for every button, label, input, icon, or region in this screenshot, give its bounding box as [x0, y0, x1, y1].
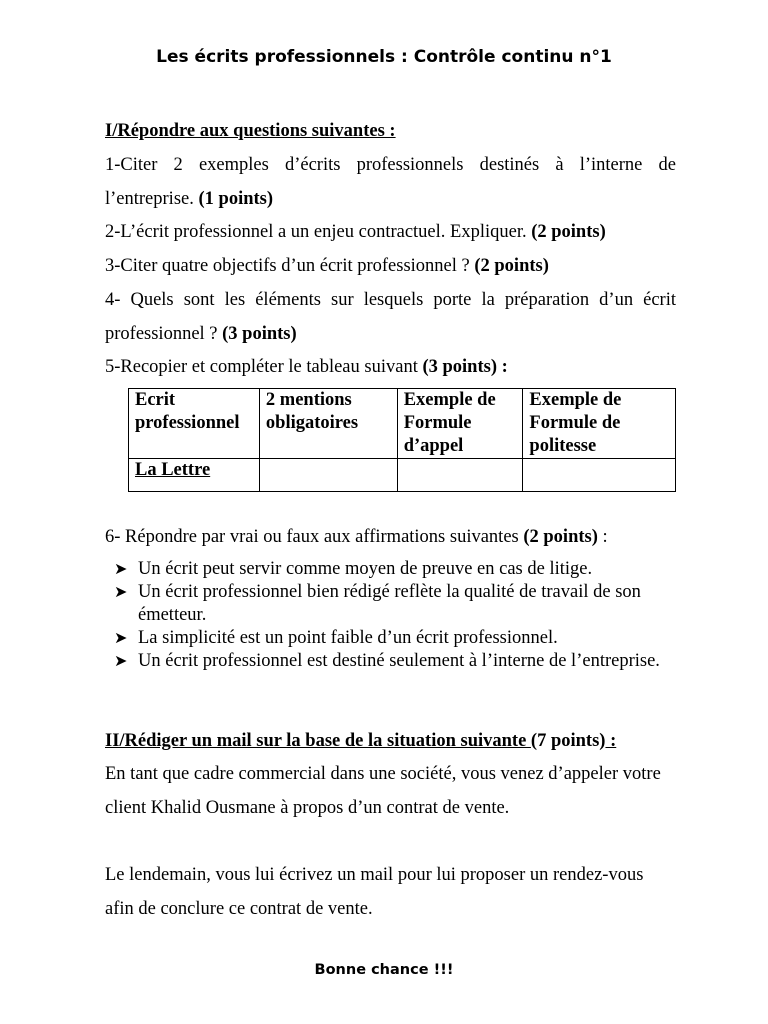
section-2-heading-suffix: : — [605, 731, 617, 751]
question-6-text: 6- Répondre par vrai ou faux aux affirmations suivantes — [105, 527, 519, 547]
statement-text: Un écrit professionnel bien rédigé reflète la qualité de travail de son émetteur. — [138, 582, 641, 625]
question-6-suffix: : — [597, 527, 608, 547]
table-empty-cell — [259, 459, 397, 492]
table-empty-cell — [523, 459, 676, 492]
section-2-heading — [105, 724, 676, 758]
page-title: Les écrits professionnels : Contrôle continu n°1 — [156, 47, 612, 67]
question-5 — [105, 350, 676, 384]
arrowhead-bullet-icon: ➤ — [114, 653, 128, 670]
question-1 — [105, 148, 676, 216]
table-header-row — [129, 389, 676, 459]
statement-text: Un écrit peut servir comme moyen de preuve en cas de litige. — [138, 559, 593, 579]
question-6 — [105, 520, 676, 554]
list-item — [112, 558, 680, 581]
section-2-paragraph-1: En tant que cadre commercial dans une société, vous venez d’appeler votre client Khalid Ousmane à propos d’un contrat de vente. — [105, 764, 661, 818]
table-header-cell: 2 mentions obligatoires — [259, 389, 397, 459]
question-3-points: (2 points) — [474, 256, 549, 276]
question-4-text: 4- Quels sont les éléments sur lesquels porte la préparation d’un écrit professionnel ? — [105, 290, 676, 344]
list-item — [112, 650, 680, 673]
footer-text: Bonne chance !!! — [314, 962, 454, 978]
table-header-cell: Ecrit professionnel — [129, 389, 260, 459]
arrowhead-bullet-icon: ➤ — [114, 561, 128, 578]
table-empty-cell — [397, 459, 523, 492]
table-row-label-text: La Lettre — [135, 460, 211, 480]
question-4-points: (3 points) — [222, 324, 297, 344]
question-2-text: 2-L’écrit professionnel a un enjeu contractuel. Expliquer. — [105, 222, 527, 242]
section-2-points: (7 points) — [530, 731, 606, 751]
section-2-heading-text: II/Rédiger un mail sur la base de la situation suivante — [105, 731, 531, 751]
table-row — [129, 459, 676, 492]
question-3-text: 3-Citer quatre objectifs d’un écrit professionnel ? — [105, 256, 470, 276]
statements-list — [112, 558, 680, 673]
table-header-cell: Exemple de Formule d’appel — [397, 389, 523, 459]
statement-text: La simplicité est un point faible d’un écrit professionnel. — [138, 628, 558, 648]
list-item — [112, 581, 680, 627]
question-1-text: 1-Citer 2 exemples d’écrits professionnels destinés à l’interne de l’entreprise. — [105, 155, 676, 209]
question-3 — [105, 249, 676, 283]
statement-text: Un écrit professionnel est destiné seulement à l’interne de l’entreprise. — [138, 651, 660, 671]
letter-table — [128, 388, 676, 492]
section-2-paragraph-2: Le lendemain, vous lui écrivez un mail pour lui proposer un rendez-vous afin de conclure ce contrat de vente. — [105, 865, 644, 919]
question-1-points: (1 points) — [198, 189, 274, 209]
question-6-points: (2 points) — [523, 527, 598, 547]
question-5-points: (3 points) : — [422, 357, 508, 377]
list-item — [112, 627, 680, 650]
arrowhead-bullet-icon: ➤ — [114, 584, 128, 601]
table-row-label — [129, 459, 260, 492]
table-header-cell: Exemple de Formule de politesse — [523, 389, 676, 459]
arrowhead-bullet-icon: ➤ — [114, 630, 128, 647]
question-5-text: 5-Recopier et compléter le tableau suivant — [105, 357, 418, 377]
question-2 — [105, 215, 676, 249]
question-2-points: (2 points) — [531, 222, 606, 242]
section-1-heading: I/Répondre aux questions suivantes : — [105, 121, 396, 141]
question-4 — [105, 283, 676, 351]
